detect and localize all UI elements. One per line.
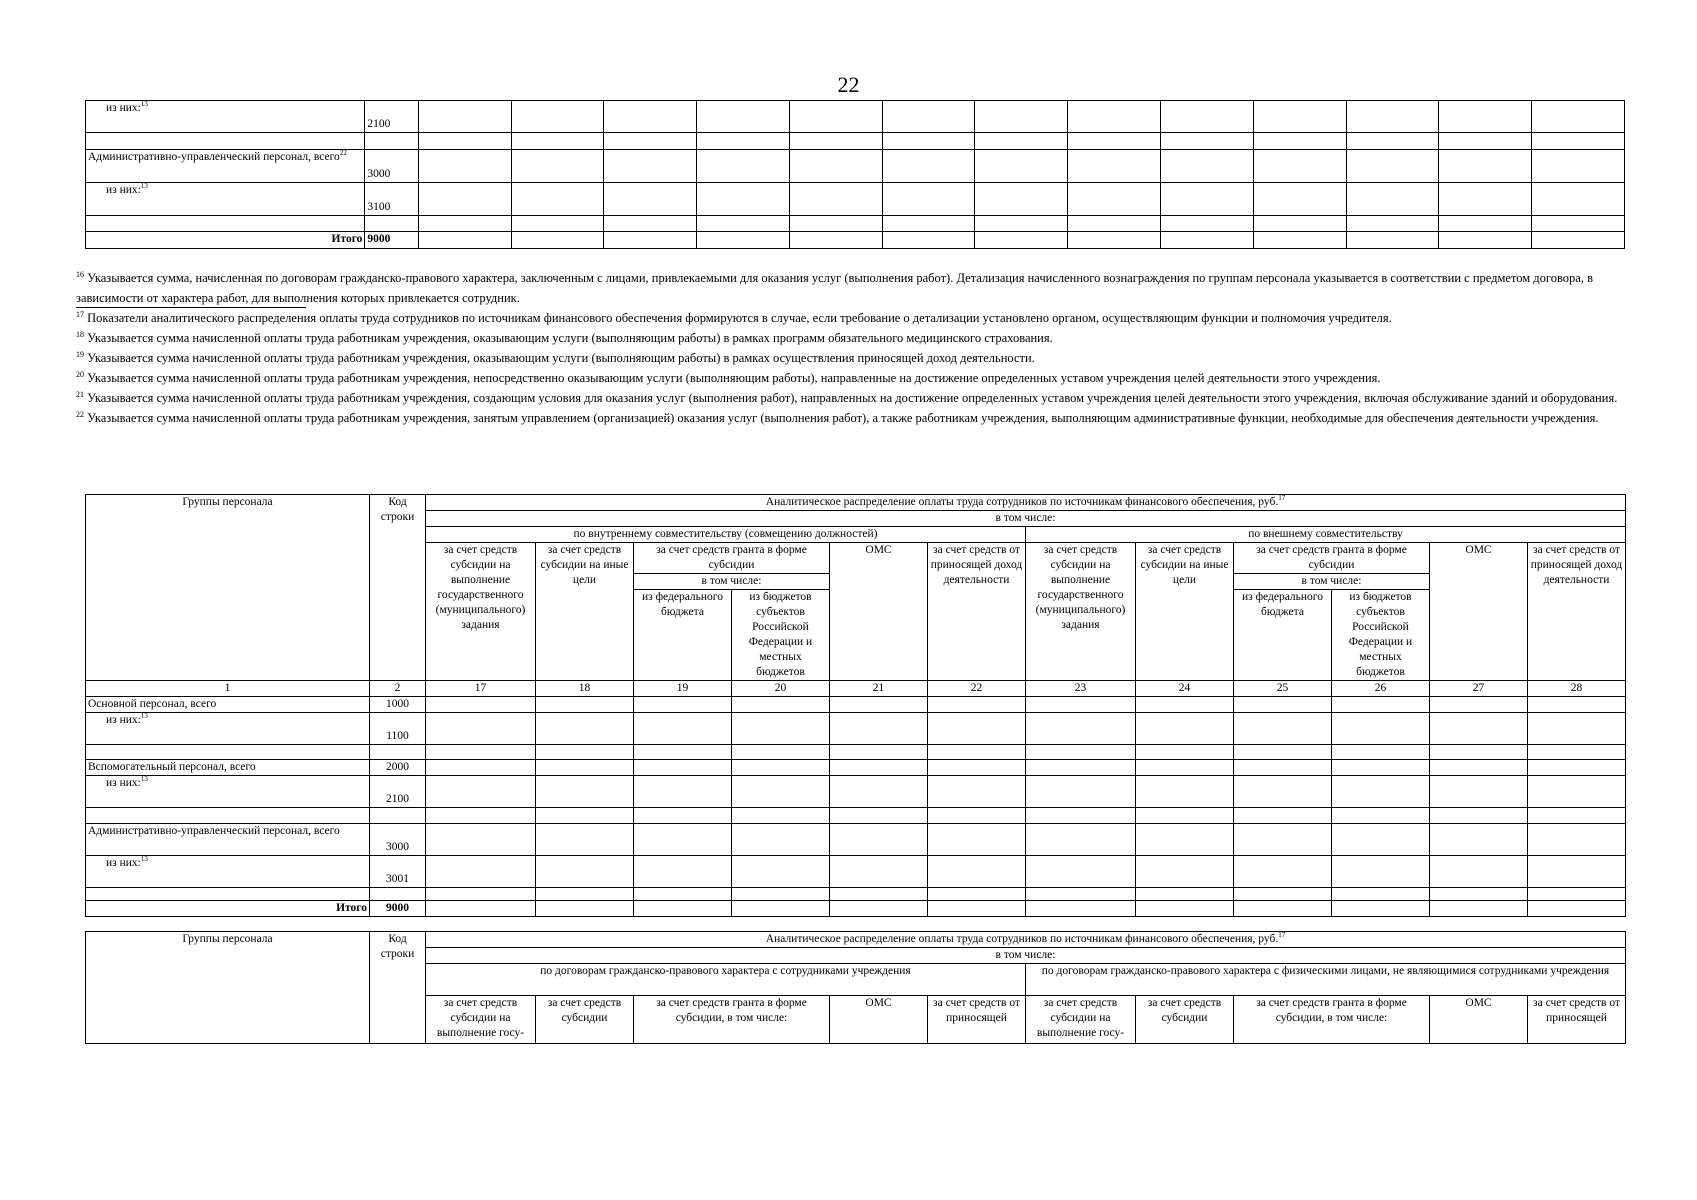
header-main: Аналитическое распределение оплаты труда сотрудников по источникам финансового обеспечения, руб.$^{17}$ [426, 932, 1626, 948]
header-subsidy-other: за счет средств субсидии на иные цели [1136, 543, 1234, 681]
header-regional: из бюджетов субъектов Российской Федерации и местных бюджетов [732, 590, 830, 681]
footnote-ref: 13 [140, 182, 148, 191]
row-code: 9000 [365, 232, 418, 249]
row-code: 1000 [370, 697, 426, 713]
header-federal: из федерального бюджета [634, 590, 732, 681]
header-oms: ОМС [830, 996, 928, 1044]
header-groups: Группы персонала [86, 495, 370, 681]
row-code: 2100 [365, 101, 418, 133]
row-label: Вспомогательный персонал, всего [86, 760, 370, 776]
header-grant-incl: в том числе: [1234, 574, 1430, 590]
row-label: из них: [106, 857, 141, 869]
header-federal: из федерального бюджета [1234, 590, 1332, 681]
row-label: Административно-управленческий персонал, всего [88, 151, 340, 163]
header-oms: ОМС [1430, 996, 1528, 1044]
header-regional: из бюджетов субъектов Российской Федерации и местных бюджетов [1332, 590, 1430, 681]
footnote-18: $^{18}$ Указывается сумма начисленной оплаты труда работникам учреждения, оказывающим услуги (выполняющим работы) в рамках программ обязательного медицинского страхования. [76, 329, 1053, 345]
footnote-19: $^{19}$ Указывается сумма начисленной оплаты труда работникам учреждения, оказывающим услуги (выполняющим работы) в рамках осуществления приносящей доход деятельности. [76, 349, 1035, 365]
footnote-21: $^{21}$ Указывается сумма начисленной оплаты труда работникам учреждения, создающим условия для оказания услуг (выполнения работ), направленных на достижение определенных уставом учреждения целей деятельности этого учреждения, включая обслуживание зданий и оборудования. [76, 389, 1618, 405]
table-row [86, 150, 1625, 183]
footnote-17: $^{17}$ Показатели аналитического распределения оплаты труда сотрудников по источникам финансового обеспечения формируются в случае, если требование о детализации установлено органом, осуществляющим функции и полномочия учредителя. [76, 309, 1392, 325]
table-row [86, 808, 1626, 824]
top-table [85, 100, 1625, 249]
header-external: по внешнему совместительству [1026, 527, 1626, 543]
table-row [86, 101, 1625, 133]
table-row [86, 133, 1625, 150]
row-code: 9000 [370, 901, 426, 917]
page-number: 22 [837, 72, 860, 97]
header-code: Код строки [370, 495, 426, 681]
table-row [86, 856, 1626, 888]
table-row [86, 776, 1626, 808]
distribution-table-internal-external [85, 494, 1626, 917]
row-code: 2100 [370, 776, 426, 808]
header-code: Код строки [370, 932, 426, 1044]
header-oms: ОМС [830, 543, 928, 681]
footnote-22: $^{22}$ Указывается сумма начисленной оплаты труда работникам учреждения, занятым управлением (организацией) оказания услуг (выполнения работ), а также работникам учреждения, выполняющим административные функции, необходимые для обеспечения деятельности учреждения. [76, 409, 1599, 425]
table-row [86, 824, 1626, 856]
header-staff-contracts: по договорам гражданско-правового характера с сотрудниками учреждения [426, 964, 1026, 996]
row-label: из них: [106, 102, 141, 114]
row-code: 2000 [370, 760, 426, 776]
footnotes [76, 268, 1636, 428]
footnote-ref: 22 [339, 149, 347, 158]
header-incl: в том числе: [426, 948, 1626, 964]
footnote-ref: 13 [140, 712, 148, 721]
footnote-ref: 13 [140, 855, 148, 864]
header-income: за счет средств от приносящей доход деятельности [928, 543, 1026, 681]
table-row [86, 745, 1626, 760]
row-label: Административно-управленческий персонал, всего [86, 824, 370, 856]
header-subsidy-task: за счет средств субсидии на выполнение государственного (муниципального) задания [1026, 543, 1136, 681]
header-internal: по внутреннему совместительству (совмещению должностей) [426, 527, 1026, 543]
table-row [86, 216, 1625, 232]
header-incl: в том числе: [426, 511, 1626, 527]
header-subsidy-task: за счет средств субсидии на выполнение госу- [1026, 996, 1136, 1044]
total-label: Итого [86, 901, 370, 917]
header-subsidy-other: за счет средств субсидии [536, 996, 634, 1044]
header-subsidy-task: за счет средств субсидии на выполнение госу- [426, 996, 536, 1044]
table-row [86, 232, 1625, 249]
table-row [86, 697, 1626, 713]
header-subsidy-task: за счет средств субсидии на выполнение государственного (муниципального) задания [426, 543, 536, 681]
header-groups: Группы персонала [86, 932, 370, 1044]
footnote-16: $^{16}$ Указывается сумма, начисленная по договорам гражданско-правового характера, заключенным с лицами, привлекаемыми для оказания услуг (выполнения работ). Детализация начисленного вознаграждения по группам персонала указывается в соответствии с предметом договора, в зависимости от характера работ, для выполнения которых привлекается сотрудник. [76, 269, 1594, 305]
table-row [86, 888, 1626, 901]
header-main: Аналитическое распределение оплаты труда сотрудников по источникам финансового обеспечения, руб.$^{17}$ [426, 495, 1626, 511]
row-label: из них: [106, 714, 141, 726]
column-numbers-row: 1 2 17 18 19 20 21 22 23 24 25 26 27 28 [86, 681, 1626, 697]
row-label: из них: [106, 777, 141, 789]
header-oms: ОМС [1430, 543, 1528, 681]
row-code: 3000 [370, 824, 426, 856]
header-subsidy-other: за счет средств субсидии [1136, 996, 1234, 1044]
header-grant: за счет средств гранта в форме субсидии, в том числе: [634, 996, 830, 1044]
header-grant: за счет средств гранта в форме субсидии [634, 543, 830, 574]
header-grant: за счет средств гранта в форме субсидии [1234, 543, 1430, 574]
row-label: Основной персонал, всего [86, 697, 370, 713]
row-code: 3000 [365, 150, 418, 183]
footnote-ref: 13 [140, 775, 148, 784]
header-income: за счет средств от приносящей доход деятельности [1528, 543, 1626, 681]
header-grant: за счет средств гранта в форме субсидии, в том числе: [1234, 996, 1430, 1044]
table-row [86, 760, 1626, 776]
row-code: 1100 [370, 713, 426, 745]
header-nonstaff-contracts: по договорам гражданско-правового характера с физическими лицами, не являющимися сотрудниками учреждения [1026, 964, 1626, 996]
total-label: Итого [86, 232, 365, 249]
row-label: из них: [106, 184, 141, 196]
row-code: 3001 [370, 856, 426, 888]
row-code: 3100 [365, 183, 418, 216]
table-row [86, 713, 1626, 745]
header-subsidy-other: за счет средств субсидии на иные цели [536, 543, 634, 681]
table-row [86, 183, 1625, 216]
footnote-20: $^{20}$ Указывается сумма начисленной оплаты труда работникам учреждения, непосредственно оказывающим услуги (выполняющим работы), направленные на достижение определенных уставом учреждения целей деятельности этого учреждения. [76, 369, 1381, 385]
table-row [86, 901, 1626, 917]
header-grant-incl: в том числе: [634, 574, 830, 590]
header-income: за счет средств от приносящей [1528, 996, 1626, 1044]
footnote-ref: 13 [140, 100, 148, 109]
distribution-table-civil-contracts [85, 931, 1626, 1044]
header-income: за счет средств от приносящей [928, 996, 1026, 1044]
